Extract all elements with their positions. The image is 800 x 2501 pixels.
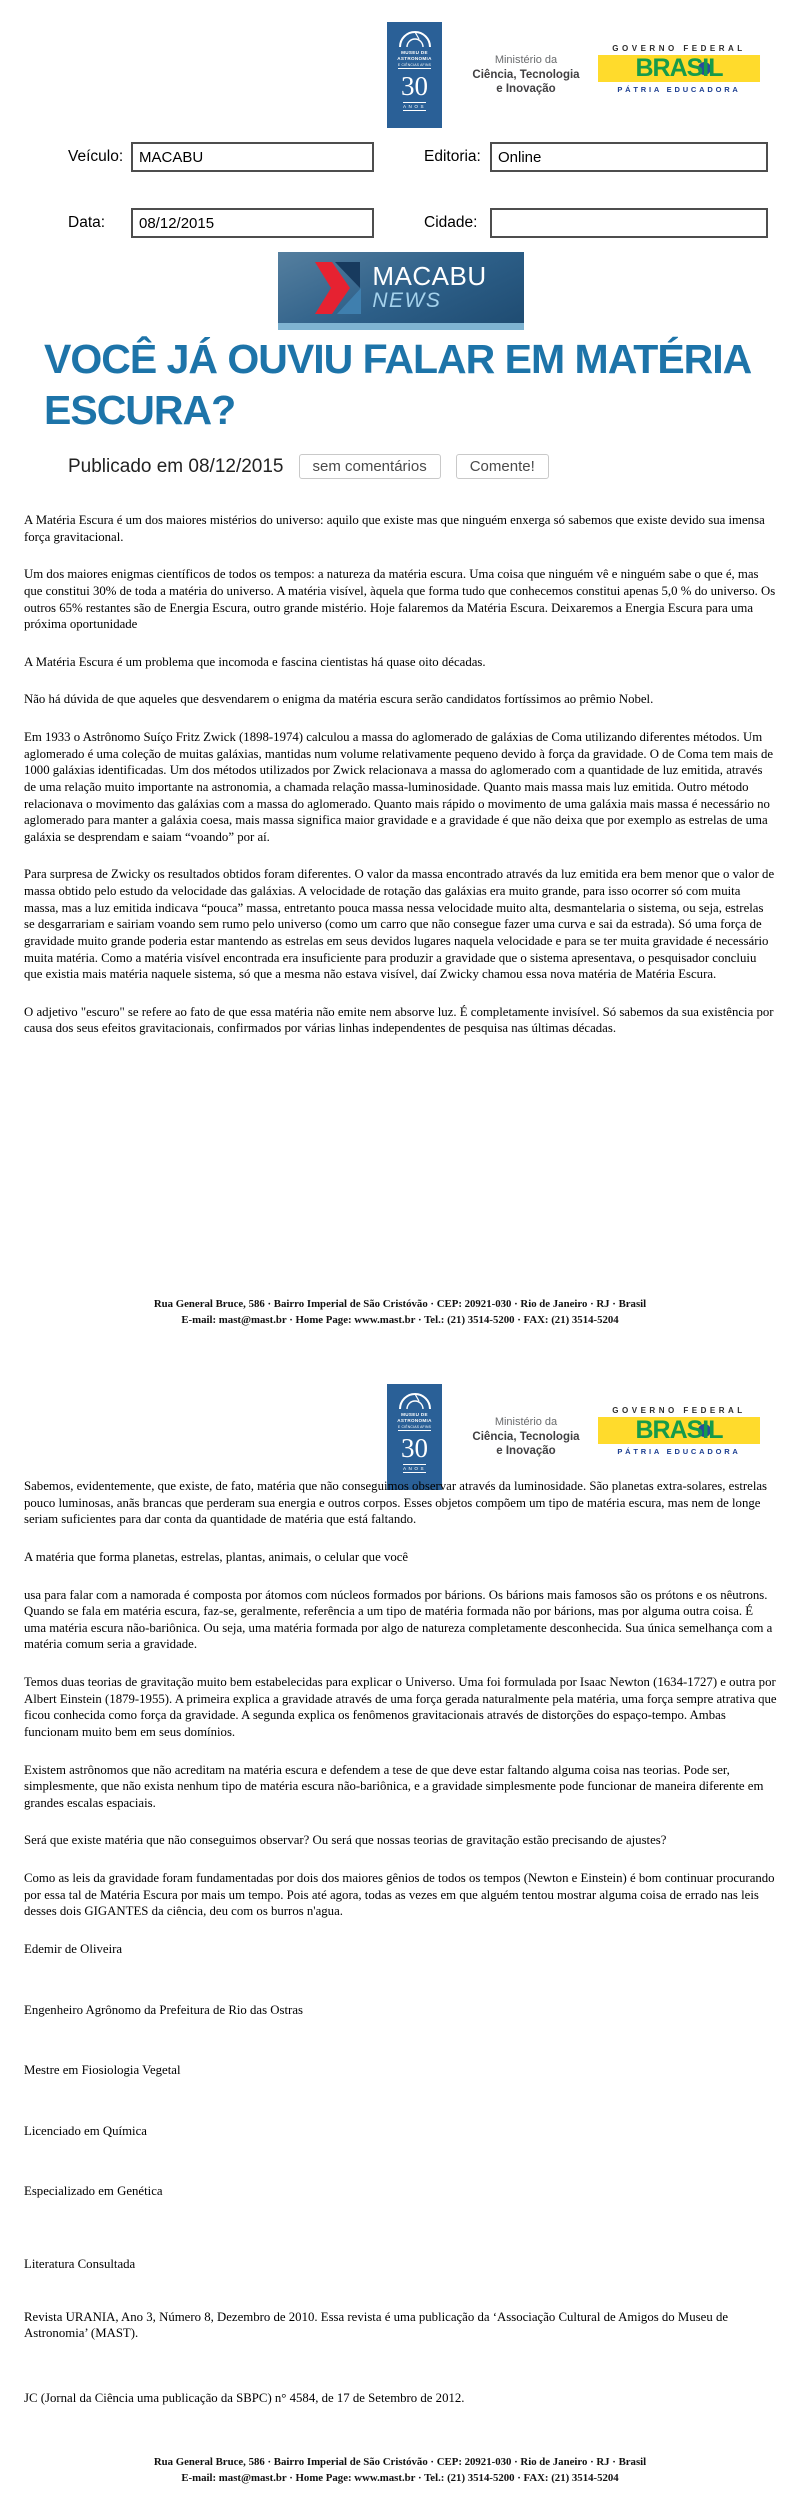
cidade-label: Cidade: xyxy=(424,214,478,231)
article-paragraph: Sabemos, evidentemente, que existe, de fato, matéria que não conseguimos observar através da luminosidade. São planetas extra-solares, estrelas pouco luminosas, anãs brancas que perderam sua energia e outros corpos. Esses objetos compõem um tipo de matéria escura, mas nem de longe seriam suficientes para dar conta da quantidade de matéria que está faltando. xyxy=(24,1479,768,1527)
signature-line: Engenheiro Agrônomo da Prefeitura de Rio das Ostras xyxy=(24,2002,303,2017)
mast-museum-logo xyxy=(387,22,442,128)
footer-address: Rua General Bruce, 586 · Bairro Imperial de São Cristóvão · CEP: 20921-030 · Rio de Janeiro · RJ · Brasil xyxy=(153,2456,647,2468)
article-body-page2 xyxy=(24,1478,777,2428)
footer-contact: E-mail: mast@mast.br · Home Page: www.mast.br · Tel.: (21) 3514-5200 · FAX: (21) 3514-5204 xyxy=(181,1314,619,1327)
signature-line: Edemir de Oliveira xyxy=(24,1941,123,1956)
patria-educadora-label: PÁTRIA EDUCADORA xyxy=(617,1447,741,1456)
published-date: Publicado em 08/12/2015 xyxy=(68,455,284,477)
article-paragraph: Temos duas teorias de gravitação muito bem estabelecidas para explicar o Universo. Uma foi formulada por Isaac Newton (1634-1727) e outra por Albert Einstein (1879-1955). A primeira explica a gravidade através de uma força gerada naturalmente pela matéria, uma força sempre atrativa que ficou conhecida como força da gravidade. A segunda explica os fenômenos gravitacionais através de distorções do espaço-tempo. Ambas funcionam muito bem em seus domínios. xyxy=(24,1675,777,1739)
data-input[interactable] xyxy=(133,210,372,236)
literature-reference: JC (Jornal da Ciência uma publicação da SBPC) n° 4584, de 17 de Setembro de 2012. xyxy=(24,2390,465,2405)
letterhead-top xyxy=(0,14,800,132)
data-label: Data: xyxy=(68,214,106,231)
signature-line: Licenciado em Química xyxy=(24,2123,147,2138)
page2-footer xyxy=(0,2454,800,2486)
signature-line: Mestre em Fiosiologia Vegetal xyxy=(24,2063,181,2078)
mast-museum-logo xyxy=(387,1384,442,1490)
author-signature-block xyxy=(24,1941,777,2200)
letterhead-page2 xyxy=(0,1376,800,1494)
article-paragraph: Será que existe matéria que não conseguimos observar? Ou será que nossas teorias de gravitação estão precisando de ajustes? xyxy=(24,1833,667,1848)
brasil-wordmark: BRASIL xyxy=(598,1417,760,1444)
article-paragraph: Para surpresa de Zwicky os resultados obtidos foram diferentes. O valor da massa encontrado através da luz emitida era bem menor que o valor de massa obtido pelo estudo da velocidade das galáxias. A velocidade de rotação das galáxias era muito grande, para isso ocorrer só com muita massa, mas a luz emitida indicava “pouca” massa, entretanto pouca massa nessa velocidade muito alta, desmantelaria o sistema, ou seja, estrelas se desgarrariam e sairiam voando sem rumo pelo universo (como um carro que não consegue fazer uma curva e sai da estrada). Só uma força de gravidade muito grande poderia estar mantendo as estrelas em seus devidos lugares naquela velocidade e para se ter muita gravidade é necessário muita matéria. Como a matéria visível encontrada era insuficiente para produzir a gravidade que o sistema apresentava, o pesquisador concluiu que existia mais matéria naquele sistema, só que a mesma não estava visível, daí Zwicky chamou essa nova matéria de Matéria Escura. xyxy=(24,867,775,982)
mast-logo-subtext: E CIÊNCIAS AFINS xyxy=(397,1424,432,1429)
article-paragraph: Não há dúvida de que aqueles que desvendarem o enigma da matéria escura serão candidatos fortíssimos ao prêmio Nobel. xyxy=(24,692,654,707)
comments-count-badge: sem comentários xyxy=(299,454,441,479)
ministry-line2: Ciência, Tecnologia xyxy=(472,1430,580,1443)
brasil-wordmark: BRASIL xyxy=(598,55,760,82)
governo-federal-brasil-logo xyxy=(598,44,760,94)
mast-logo-text: MUSEU DE ASTRONOMIA xyxy=(397,1412,432,1423)
ministry-logo xyxy=(468,1416,584,1459)
ministry-line1: Ministério da xyxy=(494,1416,558,1428)
form-row-2 xyxy=(0,208,800,240)
article-paragraph: Um dos maiores enigmas científicos de todos os tempos: a natureza da matéria escura. Uma coisa que ninguém vê e ninguém sabe o que é, mas que constitui 30% de toda a matéria do universo. A matéria visível, àquela que forma tudo que conhecemos constitui apenas 5,0 % do universo. Os outros 65% restantes são de Energia Escura, outro grande mistério. Hoje falaremos da Matéria Escura. Deixaremos a Energia Escura para uma próxima oportunidade xyxy=(24,567,776,632)
veiculo-field-box xyxy=(131,142,374,172)
footer-address: Rua General Bruce, 586 · Bairro Imperial de São Cristóvão · CEP: 20921-030 · Rio de Janeiro · RJ · Brasil xyxy=(153,1298,647,1310)
banner-text xyxy=(372,260,487,313)
banner-title: MACABU xyxy=(372,260,487,291)
literature-heading: Literatura Consultada xyxy=(24,2257,136,2271)
article-paragraph: Existem astrônomos que não acreditam na matéria escura e defendem a tese de que deve estar faltando alguma coisa nas teorias. Pode ser, simplesmente, que não exista nenhum tipo de matéria escura não-bariônica, e a gravidade simplesmente pode funcionar de maneira diferente em grandes escalas espaciais. xyxy=(24,1762,764,1810)
governo-federal-label: GOVERNO FEDERAL xyxy=(612,44,746,53)
ministry-line2: Ciência, Tecnologia xyxy=(472,68,580,81)
article-paragraph: usa para falar com a namorada é composta por átomos com núcleos formados por bárions. Os bárions mais famosos são os prótons e os nêutrons. Quando se fala em matéria escura, faz-se, geralmente, referência a um tipo de matéria formada não por bárions, mas por alguma outra coisa. É uma matéria escura não-bariônica. Ou seja, uma matéria formada por algo de natureza completamente desconhecida. Sua única semelhança com a matéria comum seria a gravidade. xyxy=(24,1587,773,1652)
article-paragraph: Em 1933 o Astrônomo Suíço Fritz Zwick (1898-1974) calculou a massa do aglomerado de galáxias de Coma utilizando diferentes métodos. Um aglomerado é uma coleção de muitas galáxias, mantidas num volume relativamente pequeno devido à força da gravidade. O de Coma tem mais de 1000 galáxias identificadas. Um dos métodos utilizados por Zwick relacionava a massa do aglomerado com a quantidade de luz emitida, através de uma relação muito importante na astronomia, a chamada relação massa-luminosidade. Quanto mais massa mais luz emitida. Outro método relacionava o movimento das galáxias com a massa do aglomerado. Quanto mais rápido o movimento de uma galáxia mais massa é necessário no aglomerado para manter a galáxia coesa, mais massa significa maior gravidade e a gravidade é que não deixa que por exemplo as estrelas de uma galáxia se desprendam e saiam “voando” por aí. xyxy=(24,730,774,844)
article-paragraph: A matéria que forma planetas, estrelas, plantas, animais, o celular que você xyxy=(24,1549,409,1564)
comment-button[interactable]: Comente! xyxy=(456,454,549,479)
veiculo-input[interactable] xyxy=(133,144,372,170)
mast-30-years: 30 xyxy=(401,1432,428,1463)
governo-federal-brasil-logo xyxy=(598,1406,760,1456)
cidade-input[interactable] xyxy=(492,210,766,236)
patria-educadora-label: PÁTRIA EDUCADORA xyxy=(617,85,741,94)
ministry-line3: e Inovação xyxy=(496,83,556,96)
literature-reference: Revista URANIA, Ano 3, Número 8, Dezembro de 2010. Essa revista é uma publicação da ‘Associação Cultural de Amigos do Museu de Astronomia’ (MAST). xyxy=(24,2309,729,2341)
page2-paragraphs xyxy=(24,1478,777,1920)
article-paragraph: Como as leis da gravidade foram fundamentadas por dois dos maiores gênios de todos os tempos (Newton e Einstein) é bom continuar procurando por essa tal de Matéria Escura por mais um tempo. Pois até agora, todas as vezes em que alguém tentou mostrar alguma coisa de errado nas leis desses dois GIGANTES da ciência, deu com os burros n'agua. xyxy=(24,1871,775,1919)
editoria-label: Editoria: xyxy=(424,148,481,165)
ministry-line3: e Inovação xyxy=(496,1445,556,1458)
banner-subtitle: NEWS xyxy=(372,289,442,313)
ministry-line1: Ministério da xyxy=(494,54,558,66)
cidade-field-box xyxy=(490,208,768,238)
article-title: VOCÊ JÁ OUVIU FALAR EM MATÉRIA ESCURA? xyxy=(44,336,750,434)
article-paragraph: O adjetivo "escuro" se refere ao fato de que essa matéria não emite nem absorve luz. É completamente invisível. Só sabemos da sua existência por causa dos seus efeitos gravitacionais, confirmados por várias linhas independentes de pesquisa nas últimas décadas. xyxy=(24,1004,774,1036)
macabu-news-banner xyxy=(278,252,524,330)
page1-footer xyxy=(0,1296,800,1328)
observatory-dome-icon xyxy=(398,30,432,47)
observatory-dome-icon xyxy=(398,1392,432,1409)
mast-anos-label: ANOS xyxy=(402,1465,427,1471)
governo-federal-label: GOVERNO FEDERAL xyxy=(612,1406,746,1415)
mast-logo-subtext: E CIÊNCIAS AFINS xyxy=(397,62,432,67)
publish-row xyxy=(68,454,549,479)
veiculo-label: Veículo: xyxy=(68,148,124,165)
macabu-logo-icon xyxy=(315,261,361,315)
article-paragraph: A Matéria Escura é um dos maiores mistérios do universo: aquilo que existe mas que ninguém enxerga só sabemos que existe devido sua imensa força gravitacional. xyxy=(24,513,765,544)
mast-anos-label: ANOS xyxy=(402,103,427,109)
article-body-page1 xyxy=(24,512,777,1058)
mast-30-years: 30 xyxy=(401,70,428,101)
ministry-logo xyxy=(468,54,584,97)
editoria-input[interactable] xyxy=(492,144,766,170)
footer-contact: E-mail: mast@mast.br · Home Page: www.mast.br · Tel.: (21) 3514-5200 · FAX: (21) 3514-5204 xyxy=(181,2472,619,2485)
signature-line: Especializado em Genética xyxy=(24,2184,163,2199)
editoria-field-box xyxy=(490,142,768,172)
form-row-1 xyxy=(0,142,800,174)
mast-logo-text: MUSEU DE ASTRONOMIA xyxy=(397,50,432,61)
article-paragraph: A Matéria Escura é um problema que incomoda e fascina cientistas há quase oito décadas. xyxy=(24,654,486,669)
data-field-box xyxy=(131,208,374,238)
